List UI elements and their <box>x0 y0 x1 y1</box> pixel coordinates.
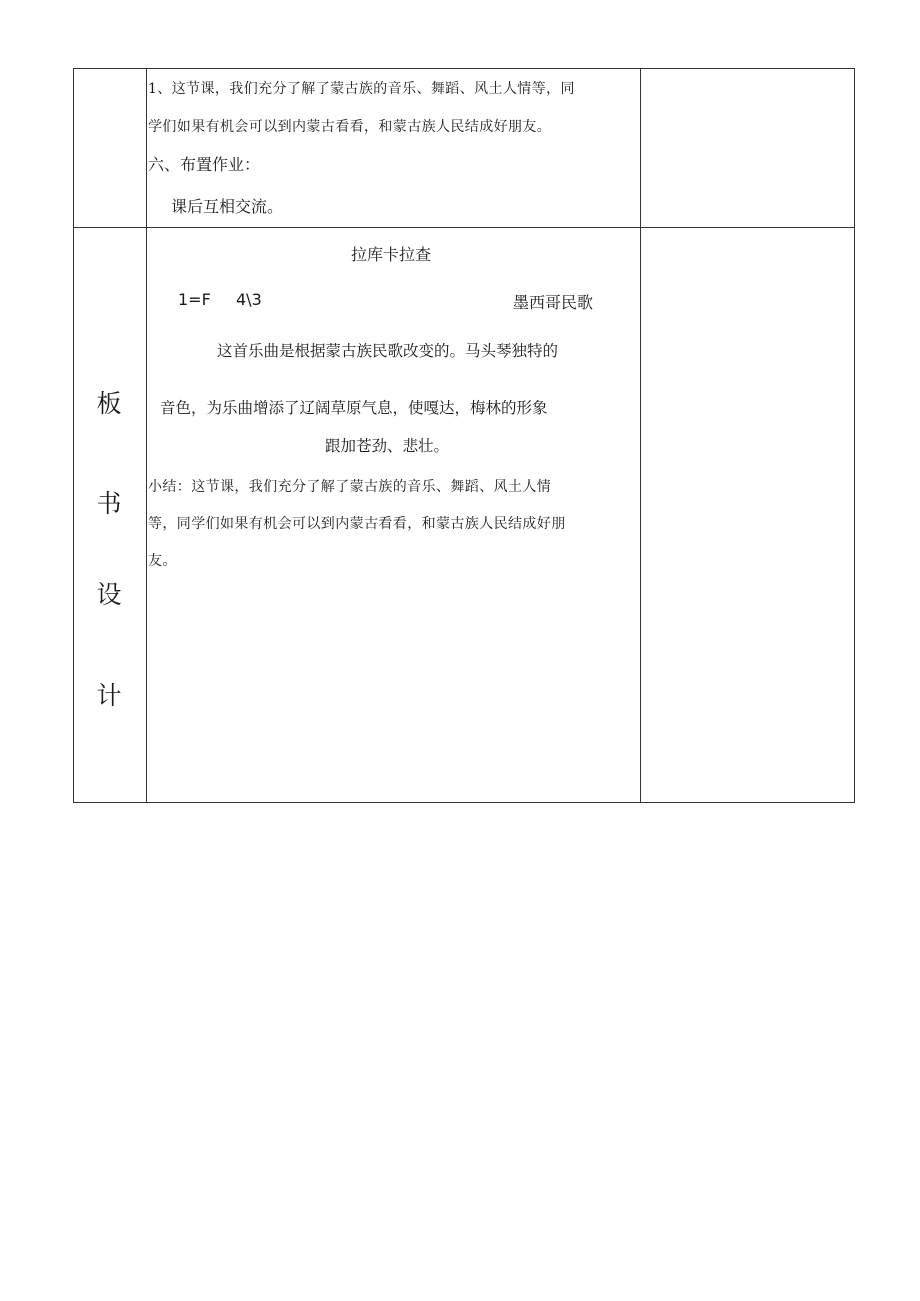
lesson-plan-table <box>73 68 855 803</box>
song-origin: 墨西哥民歌 <box>513 293 594 312</box>
conclusion-line-2: 等，同学们如果有机会可以到内蒙古看看，和蒙古族人民结成好朋 <box>148 516 566 532</box>
summary-line-1: 1、这节课，我们充分了解了蒙古族的音乐、舞蹈、风土人情等，同 <box>148 81 575 97</box>
homework-heading: 六、布置作业： <box>148 155 261 174</box>
song-key: 1=F <box>178 290 211 309</box>
board-design-label-char-1: 板 <box>96 389 122 418</box>
song-title: 拉库卡拉查 <box>351 245 432 264</box>
description-line-1: 这首乐曲是根据蒙古族民歌改变的。马头琴独特的 <box>217 342 559 360</box>
summary-line-2: 学们如果有机会可以到内蒙古看看，和蒙古族人民结成好朋友。 <box>148 119 552 135</box>
board-design-label-char-3: 设 <box>96 580 122 609</box>
column-divider-left <box>146 69 147 802</box>
homework-text: 课后互相交流。 <box>171 197 284 216</box>
row-divider <box>74 227 854 228</box>
board-design-label-char-4: 计 <box>96 681 122 710</box>
column-divider-right <box>640 69 641 802</box>
conclusion-line-3: 友。 <box>148 553 177 569</box>
description-line-3: 跟加苍劲、悲壮。 <box>325 437 450 455</box>
board-design-label-char-2: 书 <box>96 489 122 518</box>
description-line-2: 音色，为乐曲增添了辽阔草原气息，使嘎达，梅林的形象 <box>160 399 548 417</box>
song-meter: 4\3 <box>236 290 262 309</box>
conclusion-line-1: 小结：这节课，我们充分了解了蒙古族的音乐、舞蹈、风土人情 <box>148 479 552 495</box>
